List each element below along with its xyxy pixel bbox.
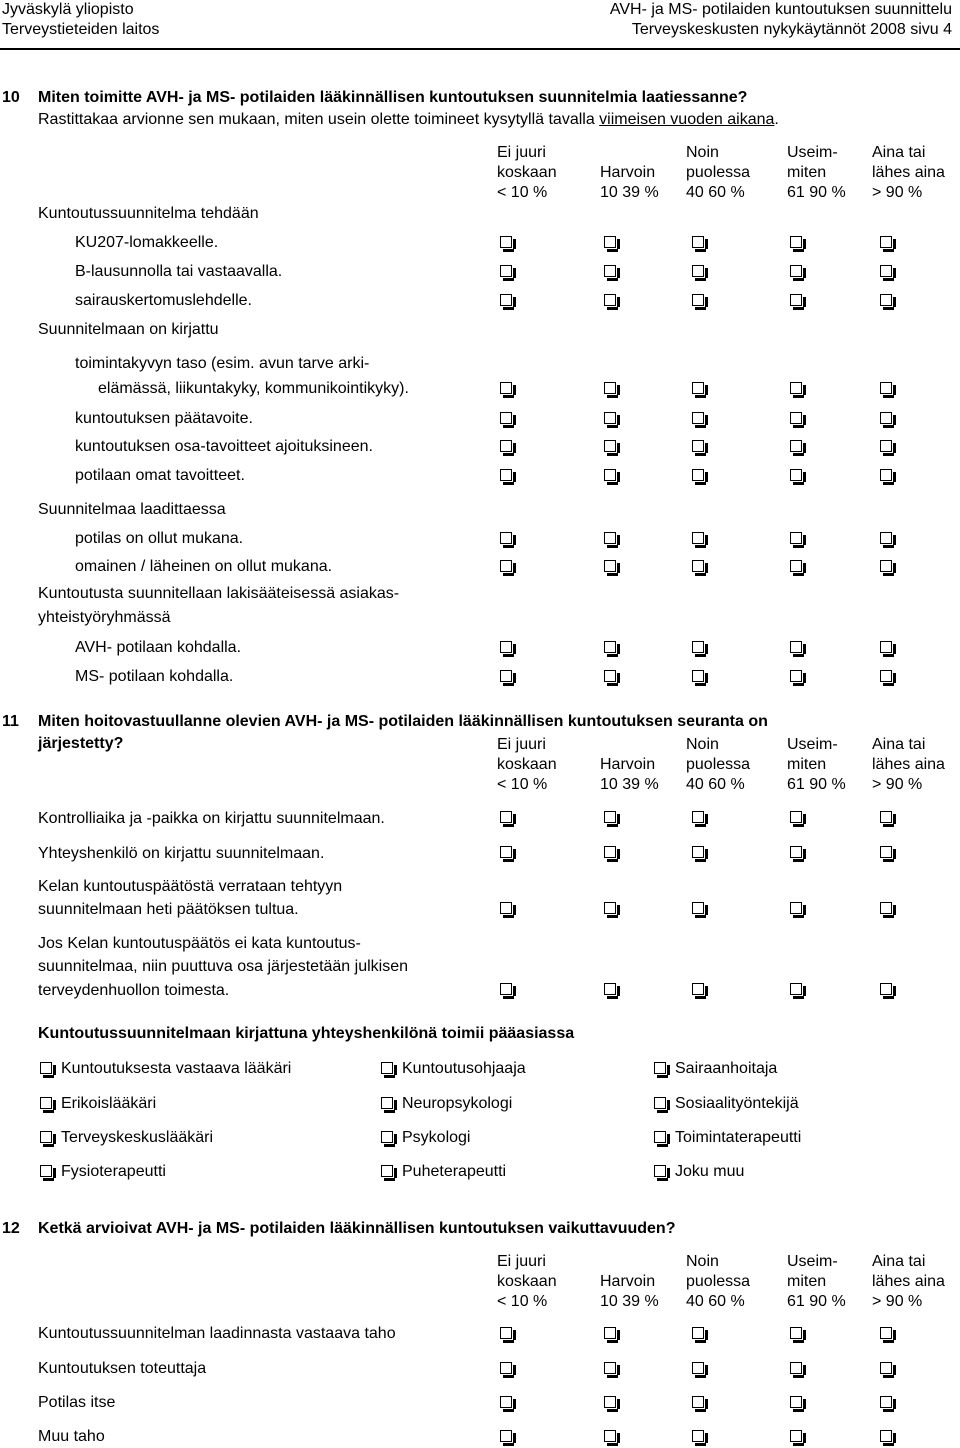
contact-option-label-12: Joku muu (675, 1163, 745, 1180)
contact-option-checkbox-8[interactable] (381, 1131, 393, 1143)
q12-other-checkbox-3[interactable] (692, 1430, 704, 1442)
q11-item-kela-compare-cont: suunnitelmaan heti päätöksen tultua. (38, 901, 299, 918)
q10-group-drafting: Suunnitelmaa laadittaessa (38, 501, 226, 518)
q11-scale-col3-line1: Noin (686, 736, 719, 753)
contact-option-checkbox-6[interactable] (654, 1097, 666, 1109)
q10-function-level-checkbox-3[interactable] (692, 382, 704, 394)
q10-scale-col2-line2: Harvoin (600, 164, 656, 181)
q12-scale-col2-line2: Harvoin (600, 1273, 656, 1290)
q10-b-statement-checkbox-2[interactable] (604, 265, 616, 277)
q12-plan-author-checkbox-4[interactable] (790, 1327, 802, 1339)
q12-patient-self-checkbox-4[interactable] (790, 1396, 802, 1408)
contact-option-label-10: Fysioterapeutti (61, 1163, 166, 1180)
q10-ku207-checkbox-5[interactable] (880, 236, 892, 248)
contact-option-checkbox-3[interactable] (654, 1062, 666, 1074)
q10-ku207-checkbox-3[interactable] (692, 236, 704, 248)
q10-scale-col1-line1: Ei juuri (497, 144, 546, 161)
q12-scale-col4-line2: miten (787, 1273, 827, 1290)
q10-sub-goals-checkbox-4[interactable] (790, 440, 802, 452)
q11-kela-compare-checkbox-5[interactable] (880, 902, 892, 914)
contact-option-checkbox-12[interactable] (654, 1165, 666, 1177)
q11-title-cont: järjestetty? (38, 735, 124, 752)
contact-option-checkbox-7[interactable] (40, 1131, 52, 1143)
contact-option-checkbox-11[interactable] (381, 1165, 393, 1177)
q12-scale-col5-line1: Aina tai (872, 1253, 926, 1270)
q12-implementer-checkbox-4[interactable] (790, 1362, 802, 1374)
q10-patient-goals-checkbox-5[interactable] (880, 469, 892, 481)
q11-control-time-checkbox-2[interactable] (604, 811, 616, 823)
q10-sub-goals-checkbox-1[interactable] (500, 440, 512, 452)
q10-patient-involved-checkbox-5[interactable] (880, 532, 892, 544)
q10-ku207-checkbox-1[interactable] (500, 236, 512, 248)
q11-contact-heading: Kuntoutussuunnitelmaan kirjattuna yhteyshenkilönä toimii pääasiassa (38, 1025, 575, 1042)
q12-scale-col1-line2: koskaan (497, 1273, 557, 1290)
q12-scale-col3-line3: 40 60 % (686, 1293, 745, 1310)
contact-option-label-6: Sosiaalityöntekijä (675, 1095, 799, 1112)
q11-item-contact-person: Yhteyshenkilö on kirjattu suunnitelmaan. (38, 845, 325, 862)
q10-item-ms-patient: MS- potilaan kohdalla. (75, 668, 234, 685)
q10-patient-involved-checkbox-2[interactable] (604, 532, 616, 544)
q12-plan-author-checkbox-1[interactable] (500, 1327, 512, 1339)
q10-main-goal-checkbox-4[interactable] (790, 412, 802, 424)
q10-item-avh-patient: AVH- potilaan kohdalla. (75, 639, 242, 656)
q11-kela-gap-checkbox-2[interactable] (604, 983, 616, 995)
q10-medical-record-checkbox-1[interactable] (500, 294, 512, 306)
q10-scale-col1-line2: koskaan (497, 164, 557, 181)
q10-avh-patient-checkbox-3[interactable] (692, 641, 704, 653)
q12-scale-col4-line3: 61 90 % (787, 1293, 846, 1310)
q12-patient-self-checkbox-1[interactable] (500, 1396, 512, 1408)
q10-group-recorded: Suunnitelmaan on kirjattu (38, 321, 219, 338)
q10-b-statement-checkbox-1[interactable] (500, 265, 512, 277)
contact-option-checkbox-4[interactable] (40, 1097, 52, 1109)
q11-scale-col5-line3: > 90 % (872, 776, 923, 793)
q10-avh-patient-checkbox-5[interactable] (880, 641, 892, 653)
q12-title: Ketkä arvioivat AVH- ja MS- potilaiden lääkinnällisen kuntoutuksen vaikuttavuuden? (38, 1220, 676, 1237)
contact-option-label-7: Terveyskeskuslääkäri (61, 1129, 214, 1146)
q10-item-patient-involved: potilas on ollut mukana. (75, 530, 244, 547)
q10-instruction-emphasis: viimeisen vuoden aikana (599, 111, 775, 128)
q10-function-level-checkbox-1[interactable] (500, 382, 512, 394)
q10-patient-involved-checkbox-1[interactable] (500, 532, 512, 544)
q12-plan-author-checkbox-2[interactable] (604, 1327, 616, 1339)
q11-scale-col4-line1: Useim- (787, 736, 838, 753)
q11-kela-compare-checkbox-3[interactable] (692, 902, 704, 914)
q10-main-goal-checkbox-1[interactable] (500, 412, 512, 424)
q10-medical-record-checkbox-2[interactable] (604, 294, 616, 306)
q10-instruction-text: Rastittakaa arvionne sen mukaan, miten usein olette toimineet kysytyllä tavalla (38, 111, 600, 128)
q11-contact-person-checkbox-1[interactable] (500, 846, 512, 858)
q10-b-statement-checkbox-4[interactable] (790, 265, 802, 277)
q10-b-statement-checkbox-3[interactable] (692, 265, 704, 277)
q10-relative-involved-checkbox-5[interactable] (880, 560, 892, 572)
q10-medical-record-checkbox-5[interactable] (880, 294, 892, 306)
q10-instruction (38, 110, 779, 130)
q10-item-patient-goals: potilaan omat tavoitteet. (75, 467, 245, 484)
q12-other-checkbox-4[interactable] (790, 1430, 802, 1442)
q10-instruction-end: . (774, 111, 779, 128)
contact-option-checkbox-5[interactable] (381, 1097, 393, 1109)
q12-item-plan-author: Kuntoutussuunnitelman laadinnasta vastaava taho (38, 1325, 396, 1342)
q12-scale-col5-line3: > 90 % (872, 1293, 923, 1310)
q12-item-patient-self: Potilas itse (38, 1394, 116, 1411)
q10-scale-col4-line1: Useim- (787, 144, 838, 161)
contact-option-checkbox-9[interactable] (654, 1131, 666, 1143)
q10-scale-col5-line3: > 90 % (872, 184, 923, 201)
q10-scale-col1-line3: < 10 % (497, 184, 548, 201)
q10-scale-col5-line2: lähes aina (872, 164, 945, 181)
contact-option-label-1: Kuntoutuksesta vastaava lääkäri (61, 1060, 292, 1077)
q11-contact-person-checkbox-2[interactable] (604, 846, 616, 858)
q11-contact-person-checkbox-5[interactable] (880, 846, 892, 858)
q11-control-time-checkbox-1[interactable] (500, 811, 512, 823)
q10-relative-involved-checkbox-3[interactable] (692, 560, 704, 572)
q11-kela-gap-checkbox-3[interactable] (692, 983, 704, 995)
q12-patient-self-checkbox-5[interactable] (880, 1396, 892, 1408)
contact-option-checkbox-2[interactable] (381, 1062, 393, 1074)
q10-patient-involved-checkbox-3[interactable] (692, 532, 704, 544)
q12-implementer-checkbox-3[interactable] (692, 1362, 704, 1374)
q10-scale-col4-line3: 61 90 % (787, 184, 846, 201)
q12-patient-self-checkbox-2[interactable] (604, 1396, 616, 1408)
q10-ms-patient-checkbox-3[interactable] (692, 670, 704, 682)
q10-scale-col3-line1: Noin (686, 144, 719, 161)
q10-medical-record-checkbox-3[interactable] (692, 294, 704, 306)
q12-item-other: Muu taho (38, 1428, 105, 1445)
q11-control-time-checkbox-5[interactable] (880, 811, 892, 823)
header-subtitle-page: Terveyskeskusten nykykäytännöt 2008 sivu 4 (631, 21, 952, 38)
q10-patient-goals-checkbox-3[interactable] (692, 469, 704, 481)
q11-scale-col4-line3: 61 90 % (787, 776, 846, 793)
contact-option-label-5: Neuropsykologi (402, 1095, 513, 1112)
q11-kela-gap-checkbox-4[interactable] (790, 983, 802, 995)
q12-item-implementer: Kuntoutuksen toteuttaja (38, 1360, 207, 1377)
contact-option-label-11: Puheterapeutti (402, 1163, 507, 1180)
q10-group-cooperation-cont: yhteistyöryhmässä (38, 609, 171, 626)
q10-sub-goals-checkbox-3[interactable] (692, 440, 704, 452)
q10-item-sub-goals: kuntoutuksen osa-tavoitteet ajoituksineen. (75, 438, 373, 455)
q10-avh-patient-checkbox-1[interactable] (500, 641, 512, 653)
q10-function-level-checkbox-5[interactable] (880, 382, 892, 394)
q11-item-control-time: Kontrolliaika ja -paikka on kirjattu suunnitelmaan. (38, 810, 385, 827)
q12-scale-col4-line1: Useim- (787, 1253, 838, 1270)
q10-function-level-checkbox-4[interactable] (790, 382, 802, 394)
q10-scale-col3-line3: 40 60 % (686, 184, 745, 201)
q11-scale-col5-line2: lähes aina (872, 756, 945, 773)
q12-implementer-checkbox-5[interactable] (880, 1362, 892, 1374)
q10-item-medical-record: sairauskertomuslehdelle. (75, 292, 252, 309)
q11-contact-person-checkbox-4[interactable] (790, 846, 802, 858)
q10-title: Miten toimitte AVH- ja MS- potilaiden lääkinnällisen kuntoutuksen suunnitelmia laatiessanne? (38, 89, 748, 106)
q10-main-goal-checkbox-5[interactable] (880, 412, 892, 424)
q11-scale-col1-line3: < 10 % (497, 776, 548, 793)
q10-sub-goals-checkbox-5[interactable] (880, 440, 892, 452)
q10-ms-patient-checkbox-1[interactable] (500, 670, 512, 682)
q10-patient-goals-checkbox-1[interactable] (500, 469, 512, 481)
q11-scale-col3-line2: puolessa (686, 756, 751, 773)
q10-avh-patient-checkbox-4[interactable] (790, 641, 802, 653)
contact-option-label-2: Kuntoutusohjaaja (402, 1060, 526, 1077)
q11-scale-col2-line3: 10 39 % (600, 776, 659, 793)
contact-option-checkbox-1[interactable] (40, 1062, 52, 1074)
q12-patient-self-checkbox-3[interactable] (692, 1396, 704, 1408)
q12-scale-col5-line2: lähes aina (872, 1273, 945, 1290)
q11-kela-gap-checkbox-1[interactable] (500, 983, 512, 995)
q10-scale-col2-line3: 10 39 % (600, 184, 659, 201)
contact-option-label-8: Psykologi (402, 1129, 471, 1146)
q11-kela-compare-checkbox-1[interactable] (500, 902, 512, 914)
q11-scale-col3-line3: 40 60 % (686, 776, 745, 793)
q10-group-cooperation: Kuntoutusta suunnitellaan lakisääteisessä asiakas- (38, 585, 400, 602)
q12-other-checkbox-5[interactable] (880, 1430, 892, 1442)
q11-scale-col1-line1: Ei juuri (497, 736, 546, 753)
q10-ku207-checkbox-2[interactable] (604, 236, 616, 248)
q11-item-kela-gap-cont2: terveydenhuollon toimesta. (38, 982, 230, 999)
q12-plan-author-checkbox-5[interactable] (880, 1327, 892, 1339)
q11-title: Miten hoitovastuullanne olevien AVH- ja MS- potilaiden lääkinnällisen kuntoutuksen seuranta on (38, 713, 768, 730)
q12-plan-author-checkbox-3[interactable] (692, 1327, 704, 1339)
contact-option-label-3: Sairaanhoitaja (675, 1060, 778, 1077)
contact-option-label-4: Erikoislääkäri (61, 1095, 157, 1112)
q11-item-kela-gap-cont1: suunnitelmaa, niin puuttuva osa järjestetään julkisen (38, 958, 409, 975)
q10-group-plan: Kuntoutussuunnitelma tehdään (38, 205, 259, 222)
q12-implementer-checkbox-1[interactable] (500, 1362, 512, 1374)
q10-patient-goals-checkbox-4[interactable] (790, 469, 802, 481)
contact-option-label-9: Toimintaterapeutti (675, 1129, 802, 1146)
q10-avh-patient-checkbox-2[interactable] (604, 641, 616, 653)
q11-scale-col4-line2: miten (787, 756, 827, 773)
q11-kela-compare-checkbox-2[interactable] (604, 902, 616, 914)
q10-patient-goals-checkbox-2[interactable] (604, 469, 616, 481)
q11-item-kela-gap: Jos Kelan kuntoutuspäätös ei kata kuntoutus- (38, 935, 361, 952)
q10-ku207-checkbox-4[interactable] (790, 236, 802, 248)
q12-scale-col1-line3: < 10 % (497, 1293, 548, 1310)
q11-kela-compare-checkbox-4[interactable] (790, 902, 802, 914)
header-rule (0, 48, 960, 50)
q12-scale-col3-line2: puolessa (686, 1273, 751, 1290)
q12-scale-col3-line1: Noin (686, 1253, 719, 1270)
q10-main-goal-checkbox-3[interactable] (692, 412, 704, 424)
q10-main-goal-checkbox-2[interactable] (604, 412, 616, 424)
q10-item-relative-involved: omainen / läheinen on ollut mukana. (75, 558, 333, 575)
q10-scale-col3-line2: puolessa (686, 164, 751, 181)
q10-sub-goals-checkbox-2[interactable] (604, 440, 616, 452)
q10-item-function-level-cont: elämässä, liikuntakyky, kommunikointikyky). (98, 380, 409, 397)
q10-ms-patient-checkbox-5[interactable] (880, 670, 892, 682)
q10-scale-col5-line1: Aina tai (872, 144, 926, 161)
q11-contact-person-checkbox-3[interactable] (692, 846, 704, 858)
q12-scale-col2-line3: 10 39 % (600, 1293, 659, 1310)
header-title: AVH- ja MS- potilaiden kuntoutuksen suunnittelu (609, 1, 952, 18)
q12-other-checkbox-1[interactable] (500, 1430, 512, 1442)
q11-scale-col1-line2: koskaan (497, 756, 557, 773)
q12-other-checkbox-2[interactable] (604, 1430, 616, 1442)
q11-item-kela-compare: Kelan kuntoutuspäätöstä verrataan tehtyyn (38, 878, 343, 895)
q10-medical-record-checkbox-4[interactable] (790, 294, 802, 306)
q10-item-b-statement: B-lausunnolla tai vastaavalla. (75, 263, 283, 280)
q10-b-statement-checkbox-5[interactable] (880, 265, 892, 277)
q10-relative-involved-checkbox-4[interactable] (790, 560, 802, 572)
q11-scale-col2-line2: Harvoin (600, 756, 656, 773)
q10-number: 10 (2, 89, 20, 106)
q10-scale-col4-line2: miten (787, 164, 827, 181)
q10-item-function-level: toimintakyvyn taso (esim. avun tarve arki- (75, 355, 370, 372)
contact-option-checkbox-10[interactable] (40, 1165, 52, 1177)
q10-patient-involved-checkbox-4[interactable] (790, 532, 802, 544)
q11-kela-gap-checkbox-5[interactable] (880, 983, 892, 995)
q11-scale-col5-line1: Aina tai (872, 736, 926, 753)
header-department: Terveystieteiden laitos (2, 21, 160, 38)
q12-number: 12 (2, 1220, 20, 1237)
q10-relative-involved-checkbox-1[interactable] (500, 560, 512, 572)
q10-item-ku207: KU207-lomakkeelle. (75, 234, 219, 251)
q10-ms-patient-checkbox-4[interactable] (790, 670, 802, 682)
q12-implementer-checkbox-2[interactable] (604, 1362, 616, 1374)
q12-scale-col1-line1: Ei juuri (497, 1253, 546, 1270)
q11-control-time-checkbox-4[interactable] (790, 811, 802, 823)
q10-function-level-checkbox-2[interactable] (604, 382, 616, 394)
q11-control-time-checkbox-3[interactable] (692, 811, 704, 823)
header-university: Jyväskylä yliopisto (2, 1, 134, 18)
q11-number: 11 (2, 713, 19, 730)
q10-item-main-goal: kuntoutuksen päätavoite. (75, 410, 253, 427)
q10-ms-patient-checkbox-2[interactable] (604, 670, 616, 682)
q10-relative-involved-checkbox-2[interactable] (604, 560, 616, 572)
